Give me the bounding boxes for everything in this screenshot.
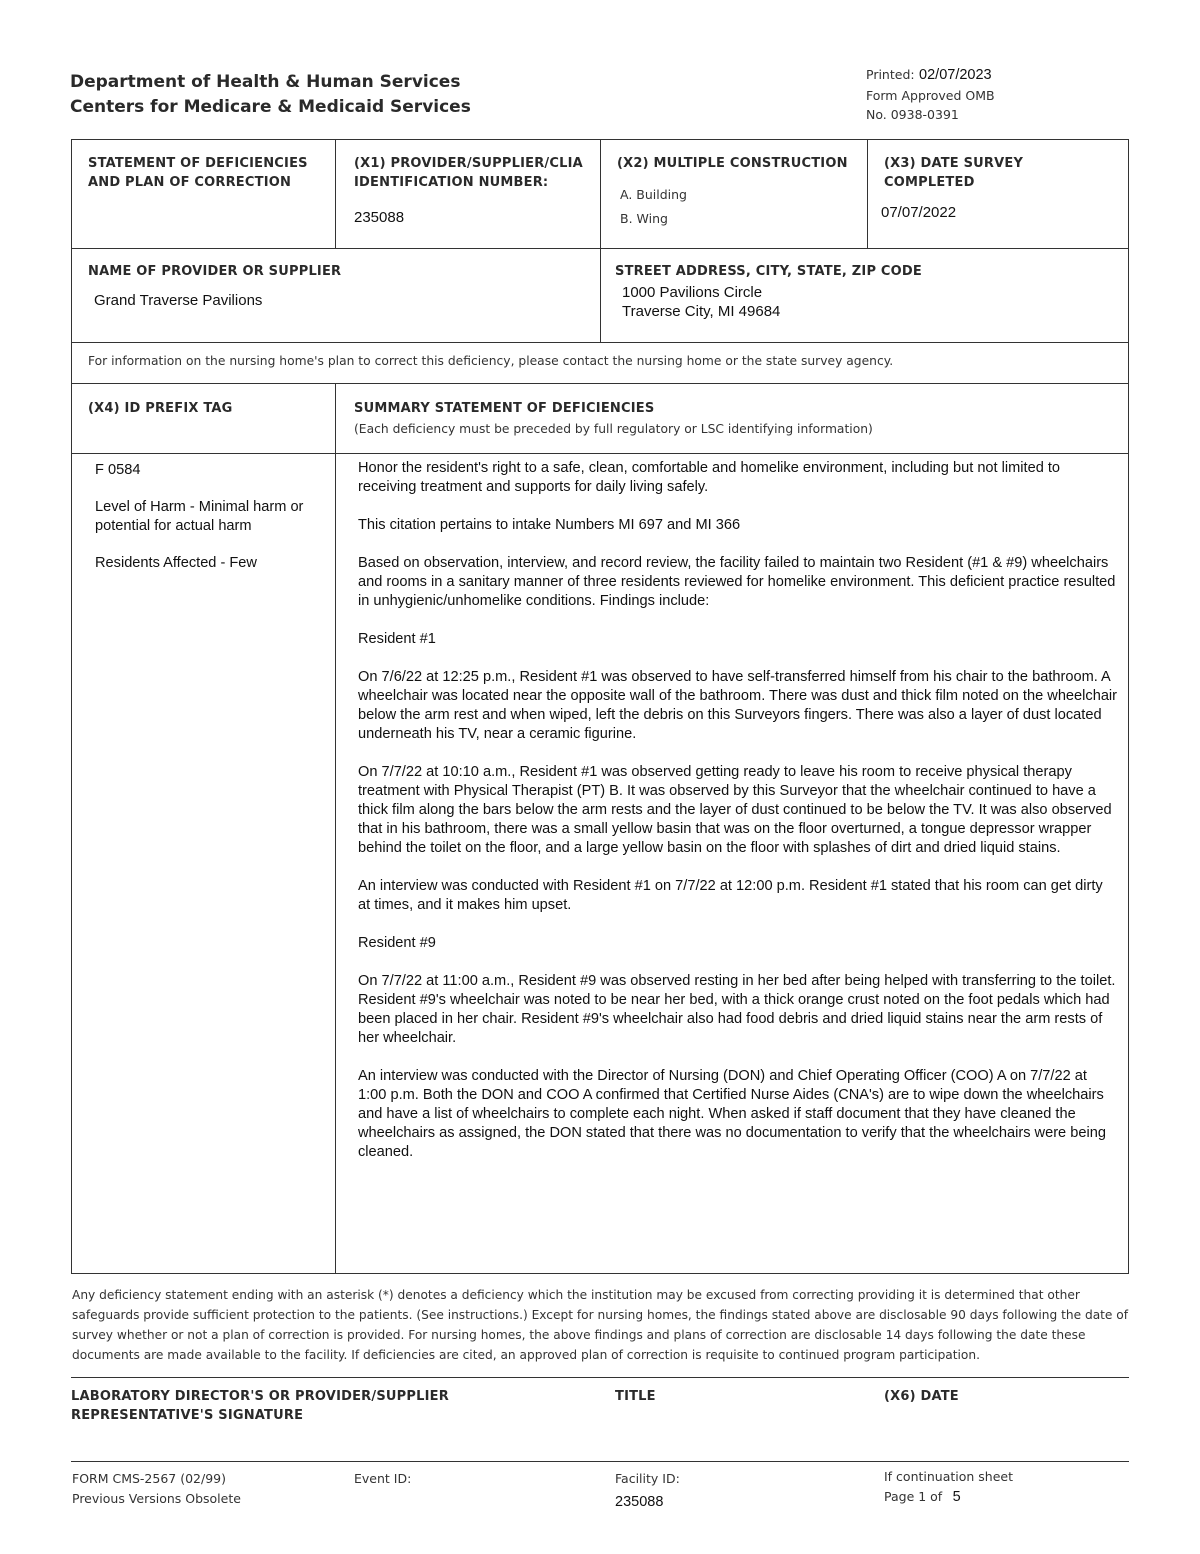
facility-id-value: 235088 — [615, 1494, 664, 1510]
summary-label: SUMMARY STATEMENT OF DEFICIENCIES — [354, 401, 655, 416]
paragraph: On 7/7/22 at 10:10 a.m., Resident #1 was observed getting ready to leave his room to receive physical therapy treatment with Physical Therapist (PT) B. It was observed by this Surveyor that the wheelchair continued to have a thick film along the bars below the arm rests and the layer of dust continued to be below the TV. It was also observed that in his bathroom, there was a small yellow basin that was on the floor overturned, a tongue depressor wrapper behind the toilet on the floor, and a large yellow basin on the floor with splashes of dirt and dried liquid stains. — [358, 764, 1112, 856]
signature-label: LABORATORY DIRECTOR'S OR PROVIDER/SUPPLIER REPRESENTATIVE'S SIGNATURE — [71, 1389, 449, 1423]
divider — [71, 1377, 1129, 1378]
deficiency-summary — [358, 459, 1118, 1181]
tag-value: F 0584 — [95, 462, 141, 478]
form-approved: Form Approved OMB — [866, 88, 995, 103]
paragraph: An interview was conducted with the Director of Nursing (DON) and Chief Operating Officer (COO) A on 7/7/22 at 1:00 p.m. Both the DON and COO A confirmed that Certified Nurse Aides (CNA's) are to wipe down the wheelchairs and have a list of wheelchairs to complete each night. When asked if staff document that they have cleaned the wheelchairs as assigned, the DON stated that there was no documentation to verify that the wheelchairs were being cleaned. — [358, 1068, 1106, 1160]
summary-sub: (Each deficiency must be preceded by full regulatory or LSC identifying information) — [354, 422, 873, 436]
page-label: Page 1 of — [884, 1489, 943, 1504]
divider — [71, 383, 1129, 384]
disclaimer: Any deficiency statement ending with an asterisk (*) denotes a deficiency which the institution may be excused from correcting providing it is determined that other safeguards provide sufficient protection to the patients. (See instructions.) Except for nursing homes, the findings stated above are disclosable 90 days following the date of survey whether or not a plan of correction is provided. For nursing homes, the above findings and plans of correction are disclosable 14 days following the date these documents are made available to the facility. If deficiencies are cited, an approved plan of correction is requisite to continued program participation. — [72, 1288, 1129, 1362]
x4-label: (X4) ID PREFIX TAG — [88, 401, 233, 416]
statement-label: STATEMENT OF DEFICIENCIES AND PLAN OF CORRECTION — [88, 156, 308, 190]
id-prefix-column — [95, 461, 320, 591]
x1-label: (X1) PROVIDER/SUPPLIER/CLIA IDENTIFICATION NUMBER: — [354, 156, 583, 190]
divider — [600, 139, 601, 343]
printed-info — [866, 66, 992, 84]
omb-number: No. 0938-0391 — [866, 107, 959, 122]
paragraph: On 7/7/22 at 11:00 a.m., Resident #9 was observed resting in her bed after being helped with transferring to the toilet. Resident #9's wheelchair was noted to be near her bed, with a thick orange crust noted on the foot pedals which had been placed in her chair. Resident #9's wheelchair also had food debris and dried liquid stains near the arm rests of her wheelchair. — [358, 973, 1116, 1046]
paragraph: This citation pertains to intake Numbers MI 697 and MI 366 — [358, 517, 741, 533]
obsolete-note: Previous Versions Obsolete — [72, 1491, 241, 1506]
agency-subname: Centers for Medicare & Medicaid Services — [70, 97, 471, 117]
x2-building: A. Building — [620, 187, 687, 202]
x1-value: 235088 — [354, 209, 405, 226]
date-label: (X6) DATE — [884, 1389, 959, 1404]
paragraph: Based on observation, interview, and record review, the facility failed to maintain two Resident (#1 & #9) wheelchairs and rooms in a sanitary manner of three residents reviewed for homelike environment. This deficient practice resulted in unhygienic/unhomelike conditions. Findings include: — [358, 555, 1116, 609]
form-id: FORM CMS-2567 (02/99) — [72, 1471, 226, 1486]
divider — [335, 139, 336, 249]
printed-date: 02/07/2023 — [919, 67, 992, 83]
divider — [71, 342, 1129, 343]
address-line1: 1000 Pavilions Circle — [622, 284, 763, 301]
paragraph: On 7/6/22 at 12:25 p.m., Resident #1 was observed to have self-transferred himself from his chair to the bathroom. A wheelchair was located near the opposite wall of the bathroom. There was dust and thick film noted on the wheelchair below the arm rest and when wiped, left the debris on this Surveyors fingers. There was also a layer of dust located underneath his TV, near a ceramic figurine. — [358, 669, 1118, 742]
address-line2: Traverse City, MI 49684 — [622, 303, 781, 320]
address-label: STREET ADDRESS, CITY, STATE, ZIP CODE — [615, 264, 922, 279]
provider-value: Grand Traverse Pavilions — [94, 292, 263, 309]
provider-label: NAME OF PROVIDER OR SUPPLIER — [88, 264, 342, 279]
event-id-label: Event ID: — [354, 1471, 412, 1486]
paragraph: Resident #9 — [358, 935, 436, 951]
divider — [71, 453, 1129, 454]
harm-level: Level of Harm - Minimal harm or potential for actual harm — [95, 499, 304, 534]
printed-label: Printed: — [866, 67, 915, 82]
page-total: 5 — [952, 1489, 961, 1505]
paragraph: Honor the resident's right to a safe, clean, comfortable and homelike environment, including but not limited to receiving treatment and supports for daily living safely. — [358, 460, 1061, 495]
continuation-note: If continuation sheet — [884, 1469, 1014, 1484]
divider — [335, 383, 336, 1274]
title-label: TITLE — [615, 1389, 656, 1404]
divider — [71, 248, 1129, 249]
divider — [867, 139, 868, 249]
info-line: For information on the nursing home's plan to correct this deficiency, please contact the nursing home or the state survey agency. — [88, 354, 894, 368]
paragraph: Resident #1 — [358, 631, 436, 647]
x3-value: 07/07/2022 — [881, 204, 957, 221]
x3-label: (X3) DATE SURVEY COMPLETED — [884, 156, 1024, 190]
x2-wing: B. Wing — [620, 211, 668, 226]
residents-affected: Residents Affected - Few — [95, 555, 257, 571]
agency-name: Department of Health & Human Services — [70, 72, 461, 92]
x2-label: (X2) MULTIPLE CONSTRUCTION — [617, 156, 848, 171]
divider — [71, 1461, 1129, 1462]
facility-id-label: Facility ID: — [615, 1471, 680, 1486]
paragraph: An interview was conducted with Resident #1 on 7/7/22 at 12:00 p.m. Resident #1 stated that his room can get dirty at times, and it makes him upset. — [358, 878, 1103, 913]
page-number — [884, 1488, 961, 1506]
